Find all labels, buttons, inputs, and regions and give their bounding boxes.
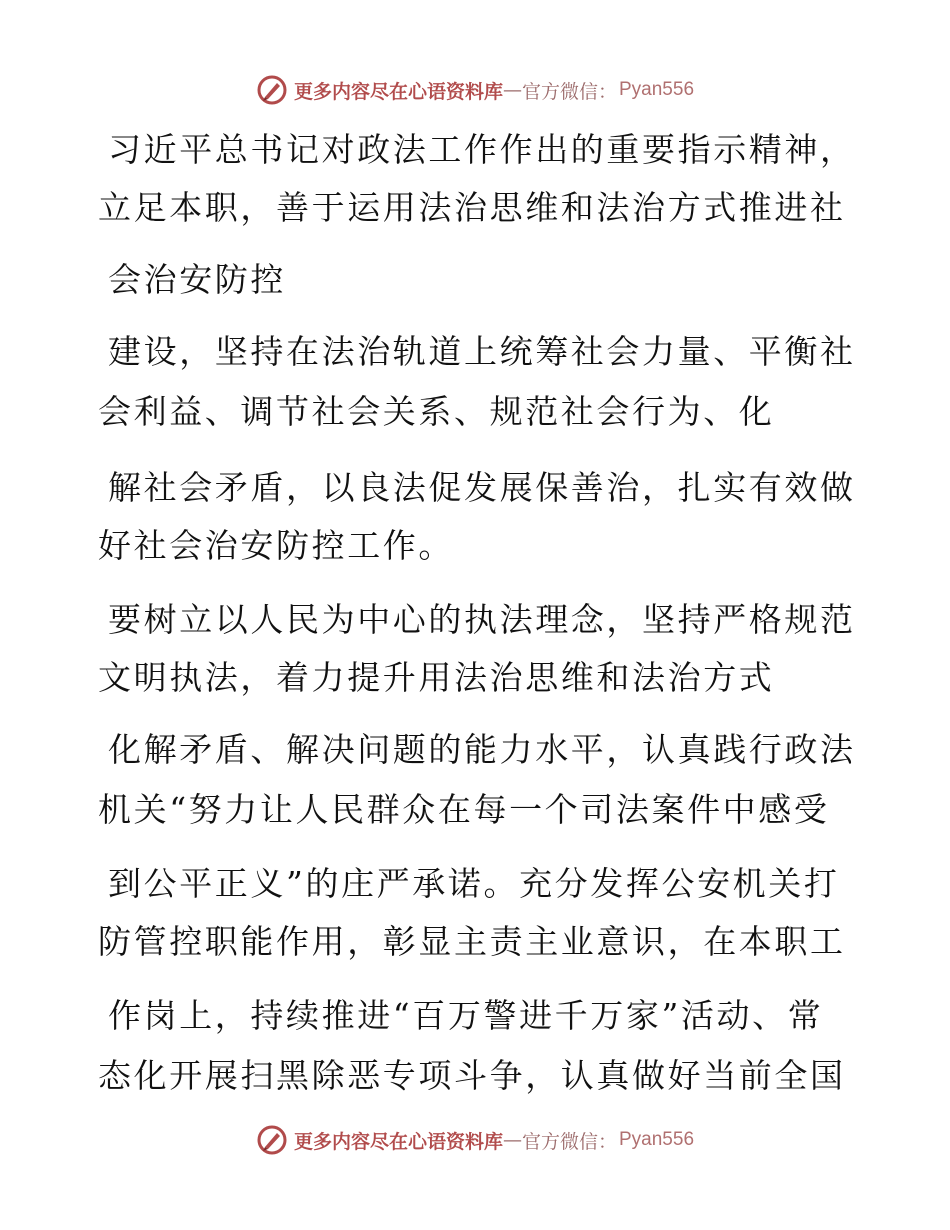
pen-logo-icon	[256, 74, 288, 106]
body-line: 好社会治安防控工作。	[98, 526, 454, 565]
body-line: 态化开展扫黑除恶专项斗争，认真做好当前全国	[98, 1056, 846, 1095]
watermark-contact-label: 官方微信：	[521, 80, 617, 103]
watermark-separator: —	[502, 1129, 522, 1151]
body-line: 会利益、调节社会关系、规范社会行为、化	[98, 392, 775, 431]
watermark-separator: —	[502, 79, 522, 101]
watermark-text: 更多内容尽在心语资料库	[293, 80, 503, 103]
body-line: 习近平总书记对政法工作作出的重要指示精神，	[108, 130, 856, 169]
header-watermark	[0, 70, 950, 110]
body-line: 要树立以人民为中心的执法理念，坚持严格规范	[108, 600, 856, 639]
body-line: 解社会矛盾，以良法促发展保善治，扎实有效做	[108, 468, 856, 507]
body-line: 化解矛盾、解决问题的能力水平，认真践行政法	[108, 730, 856, 769]
watermark-contact-label: 官方微信：	[521, 1130, 617, 1153]
watermark-contact-id: Pyan556	[619, 79, 695, 100]
watermark-text: 更多内容尽在心语资料库	[293, 1130, 503, 1153]
body-line: 防管控职能作用，彰显主责主业意识，在本职工	[98, 922, 846, 961]
watermark-contact-id: Pyan556	[619, 1129, 695, 1150]
body-line: 机关“努力让人民群众在每一个司法案件中感受	[98, 790, 830, 829]
body-line: 作岗上，持续推进“百万警进千万家”活动、常	[108, 996, 824, 1035]
body-line: 建设，坚持在法治轨道上统筹社会力量、平衡社	[108, 332, 856, 371]
body-line: 立足本职，善于运用法治思维和法治方式推进社	[98, 188, 846, 227]
body-line: 文明执法，着力提升用法治思维和法治方式	[98, 658, 775, 697]
footer-watermark	[0, 1120, 950, 1160]
body-line: 会治安防控	[108, 260, 286, 299]
body-line: 到公平正义”的庄严承诺。充分发挥公安机关打	[108, 864, 840, 903]
pen-logo-icon	[256, 1124, 288, 1156]
